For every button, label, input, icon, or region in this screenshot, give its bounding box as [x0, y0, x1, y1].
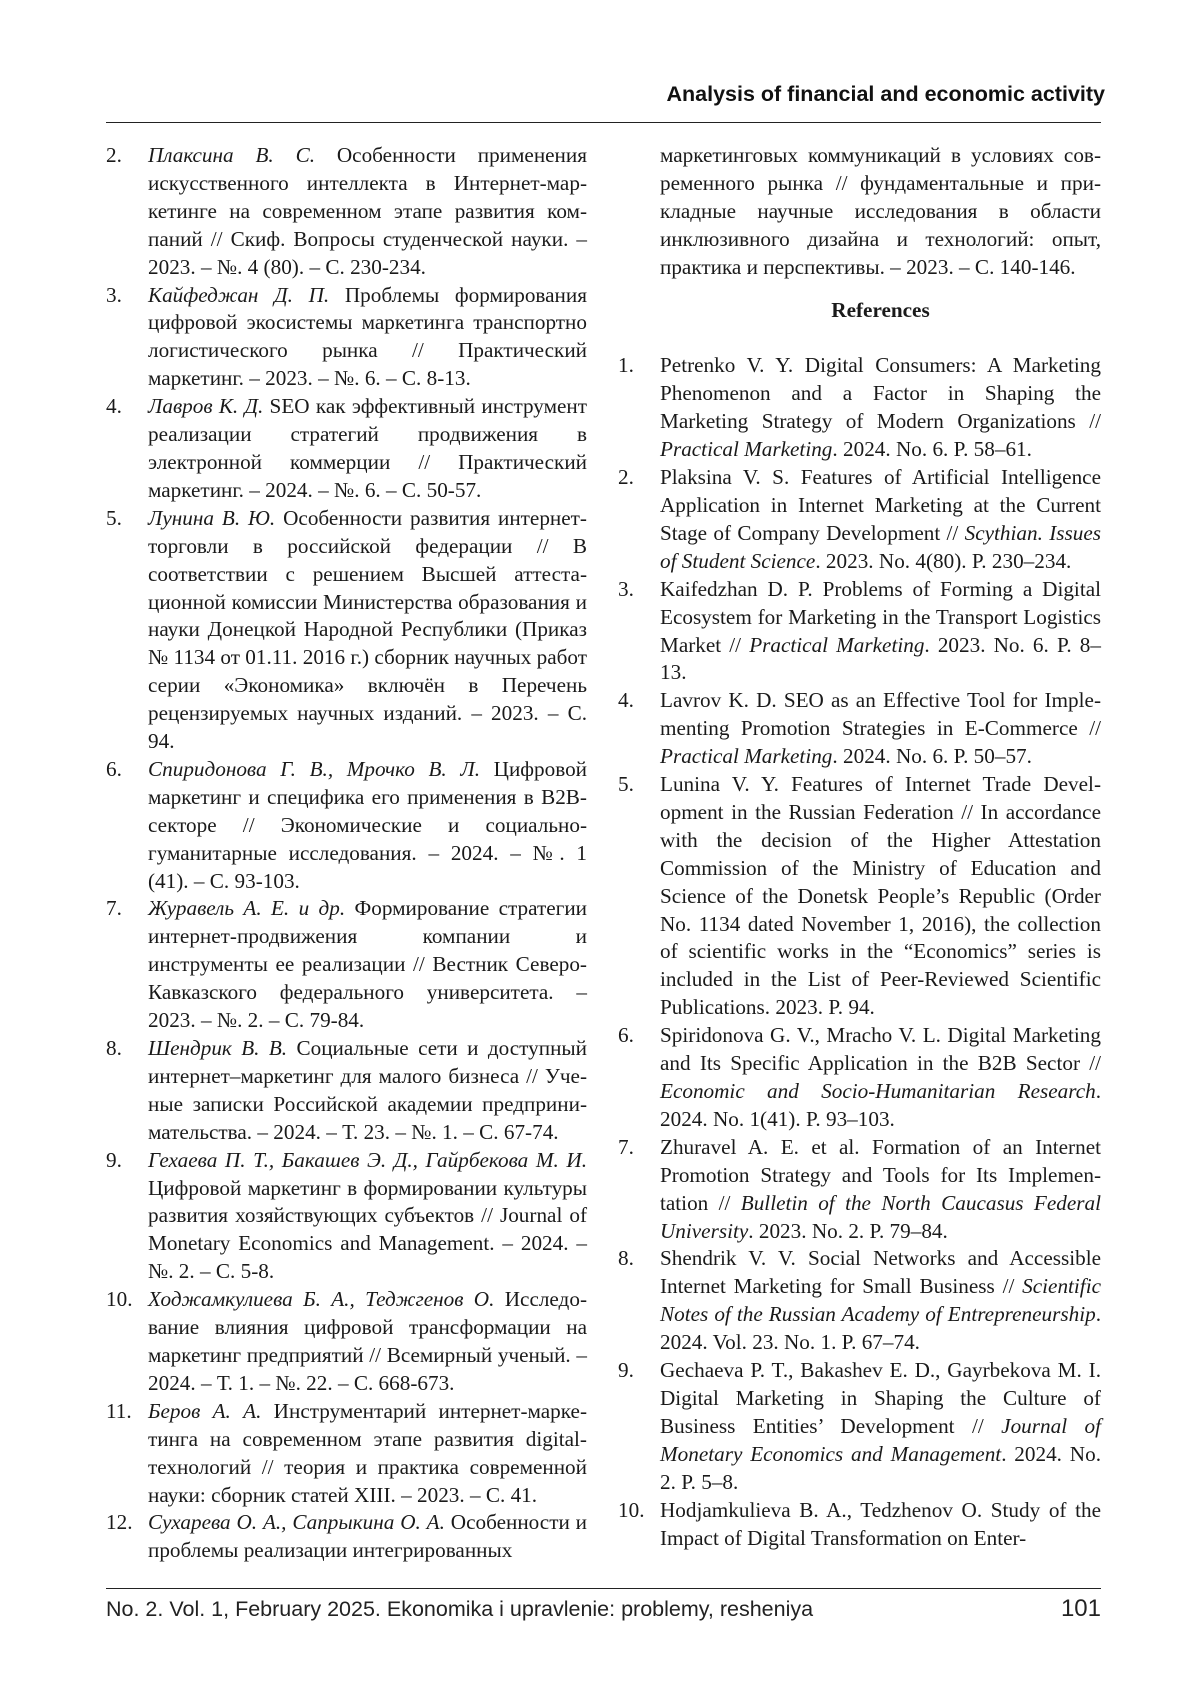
reference-body: Особенности применения искусственного интеллекта в Интернет-маркетинге на современном этапе развития компаний // Скиф. Вопросы студенческой науки. – 2023. – №. 4 (80). – С. 230-234. — [148, 143, 587, 279]
reference-text — [148, 895, 587, 1035]
reference-body: Социальные сети и доступный интернет–маркетинг для малого бизнеса // Ученые записки Российской академии предпринимательства. – 2024. – Т. 23. – №. 1. – С. 67-74. — [148, 1036, 587, 1144]
reference-text — [660, 687, 1101, 771]
reference-authors: Беров А. А. — [148, 1398, 262, 1423]
reference-number: 10. — [106, 1287, 133, 1312]
reference-authors: Ходжамкулиева Б. А., Теджгенов О. — [148, 1287, 495, 1312]
reference-item — [106, 1035, 587, 1147]
continued-reference-12: маркетинговых коммуникаций в условиях современного рынка // фундаментальные и прикладные научные исследования в области инклюзивного дизайна и технологий: опыт, практика и перспективы. – 2023. – С. 140-146. — [660, 143, 1101, 279]
reference-body: Формирование стратегии интернет-продвижения компании и инструменты ее реализации // Вестник Северо-Кавказского федерального университета. – 2023. – №. 2. – С. 79-84. — [148, 896, 587, 1033]
reference-number: 5. — [618, 772, 634, 797]
reference-text — [148, 393, 587, 505]
reference-number: 9. — [106, 1147, 122, 1172]
reference-authors: Журавель А. Е. и др. — [148, 896, 346, 921]
journal-title: Practical Marketing — [660, 744, 833, 769]
reference-text — [660, 1022, 1101, 1134]
reference-body: Проблемы формирования цифровой экосистемы маркетинга транспортно логистического рынка // Практический маркетинг. – 2023. – №. 6. – С. 8-13. — [148, 282, 587, 391]
journal-title: Economic and Socio-Humanitarian Research — [660, 1079, 1096, 1103]
reference-number: 10. — [618, 1497, 645, 1522]
reference-item — [106, 1398, 587, 1510]
english-reference-item — [618, 352, 1101, 464]
reference-segment: . 2024. No. 2. P. 5–8. — [660, 1441, 1101, 1494]
reference-number: 9. — [618, 1358, 634, 1383]
page-number: 101 — [1060, 1595, 1101, 1622]
reference-item — [106, 756, 587, 896]
reference-body: Особенности и проблемы реализации интегрированных — [148, 1510, 588, 1563]
reference-text — [148, 756, 587, 896]
journal-title: Journal of Monetary Economics and Management — [660, 1413, 1101, 1466]
reference-authors: Сухарева О. А., Сапрыкина О. А. — [148, 1510, 445, 1535]
reference-item — [106, 895, 587, 1035]
reference-item — [106, 505, 587, 756]
reference-body: Цифровой маркетинг и специфика его применения в B2B-секторе // Экономические и социально-гуманитарные исследования. – 2024. – №. 1 (41). – С. 93-103. — [148, 756, 587, 893]
reference-number: 12. — [106, 1510, 133, 1535]
footer-rule — [106, 1588, 1101, 1589]
reference-segment: Lavrov K. D. SEO as an Effective Tool for Implementing Promotion Strategies in E-Commerce // — [660, 688, 1101, 741]
reference-segment: Plaksina V. S. Features of Artificial Intelligence Application in Internet Marketing at the Current Stage of Company Development // — [660, 465, 1101, 545]
reference-text — [660, 464, 1101, 576]
reference-authors: Кайфеджан Д. П. — [148, 282, 330, 307]
english-reference-item — [618, 1497, 1101, 1553]
journal-title: Bulletin of the North Caucasus Federal University — [660, 1190, 1101, 1243]
reference-body: Цифровой маркетинг в формировании культуры развития хозяйствующих субъектов // Journal of Monetary Economics and Management. – 2024. – №. 2. – С. 5-8. — [148, 1175, 587, 1284]
reference-segment: . 2024. Vol. 23. No. 1. P. 67–74. — [660, 1302, 1101, 1355]
reference-segment: Zhuravel A. E. et al. Formation of an Internet Promotion Strategy and Tools for Its Implementation // — [660, 1134, 1101, 1215]
reference-number: 8. — [618, 1246, 634, 1271]
reference-number: 5. — [106, 505, 122, 530]
reference-text — [148, 282, 587, 394]
reference-segment: . 2023. No. 2. P. 79–84. — [748, 1218, 948, 1243]
reference-text — [148, 505, 587, 756]
footer-citation: No. 2. Vol. 1, February 2025. Ekonomika i upravlenie: problemy, resheniya — [106, 1597, 814, 1621]
reference-number: 4. — [618, 688, 634, 713]
reference-text — [148, 1147, 587, 1287]
reference-authors: Лавров К. Д. — [148, 394, 264, 419]
reference-authors: Лунина В. Ю. — [148, 505, 276, 530]
reference-segment: . 2023. No. 6. P. 8–13. — [660, 632, 1101, 685]
reference-segment: Shendrik V. V. Social Networks and Accessible Internet Marketing for Small Business // — [660, 1246, 1101, 1299]
reference-number: 1. — [618, 353, 634, 378]
references-heading: References — [831, 297, 930, 322]
reference-number: 3. — [106, 282, 122, 307]
reference-text — [148, 1286, 587, 1398]
reference-segment: Hodjamkulieva B. A., Tedzhenov O. Study of the Impact of Digital Transformation on Enter- — [660, 1497, 1101, 1550]
journal-title: Scientific Notes of the Russian Academy of Entrepreneurship — [660, 1274, 1101, 1327]
reference-item — [106, 393, 587, 505]
reference-segment: Kaifedzhan D. P. Problems of Forming a Digital Ecosystem for Marketing in the Transport Logistics Market // — [660, 576, 1101, 657]
reference-segment: . 2024. No. 1(41). P. 93–103. — [660, 1079, 1101, 1131]
reference-text — [660, 576, 1101, 688]
reference-number: 11. — [106, 1398, 132, 1423]
english-reference-item — [618, 464, 1101, 576]
reference-body: SEO как эффективный инструмент реализации стратегий продвижения в электронной коммерции // Практический маркетинг. – 2024. – №. 6. – С. 50-57. — [148, 394, 588, 502]
reference-number: 6. — [106, 756, 122, 781]
reference-text — [660, 771, 1101, 1022]
reference-number: 7. — [618, 1134, 634, 1159]
journal-title: Practical Marketing — [749, 632, 925, 657]
reference-item — [106, 1286, 587, 1398]
english-reference-item — [618, 1134, 1101, 1246]
reference-item — [106, 1147, 587, 1287]
journal-title: Scythian. Issues of Student Science — [660, 520, 1102, 573]
reference-body: Инструментарий интернет-маркетинга на современном этапе развития digital-технологий // теория и практика современной науки: сборник статей XIII. – 2023. – С. 41. — [148, 1398, 587, 1507]
journal-title: Practical Marketing — [660, 437, 833, 462]
reference-text — [660, 1357, 1101, 1497]
english-reference-item — [618, 687, 1101, 771]
reference-segment: Gechaeva P. T., Bakashev E. D., Gayrbekova M. I. Digital Marketing in Shaping the Culture of Business Entities’ Development // — [660, 1358, 1101, 1438]
reference-segment: . 2023. No. 4(80). P. 230–234. — [815, 548, 1072, 573]
left-column — [106, 142, 587, 1565]
reference-number: 7. — [106, 896, 122, 921]
reference-item — [106, 1509, 587, 1565]
reference-text — [660, 1497, 1101, 1553]
reference-item — [106, 142, 587, 282]
reference-authors: Шендрик В. В. — [148, 1036, 288, 1060]
reference-authors: Плаксина В. С. — [148, 143, 315, 167]
reference-text — [660, 352, 1101, 464]
right-column — [618, 142, 1101, 1552]
reference-body: Исследование влияния цифровой трансформации на маркетинг предприятий // Всемирный ученый. – 2024. – Т. 1. – №. 22. – С. 668-673. — [148, 1287, 587, 1395]
reference-authors: Гехаева П. Т., Бакашев Э. Д., Гайрбекова М. И. — [148, 1147, 587, 1172]
english-reference-item — [618, 576, 1101, 688]
reference-segment: Petrenko V. Y. Digital Consumers: A Marketing Phenomenon and a Factor in Shaping the Marketing Strategy of Modern Organizations // — [660, 353, 1101, 434]
reference-number: 6. — [618, 1023, 634, 1048]
english-reference-item — [618, 771, 1101, 1022]
reference-text — [660, 1245, 1101, 1357]
english-reference-item — [618, 1357, 1101, 1497]
reference-text — [660, 1134, 1101, 1246]
reference-segment: Spiridonova G. V., Mracho V. L. Digital Marketing and Its Specific Application in the B2B Sector // — [660, 1023, 1101, 1076]
running-header-title: Analysis of financial and economic activity — [666, 82, 1105, 106]
reference-text — [148, 1398, 587, 1510]
reference-number: 8. — [106, 1036, 122, 1060]
reference-segment: . 2024. No. 6. P. 50–57. — [832, 744, 1032, 769]
reference-text — [148, 142, 587, 282]
reference-text — [148, 1509, 587, 1565]
reference-authors: Спиридонова Г. В., Мрочко В. Л. — [148, 756, 481, 781]
english-reference-item — [618, 1022, 1101, 1134]
reference-number: 3. — [618, 576, 634, 601]
header-rule — [106, 122, 1101, 123]
reference-segment: Lunina V. Y. Features of Internet Trade Development in the Russian Federation // In accordance with the decision of the Higher Attestation Commission of the Ministry of Education and Science of the Donetsk People’s Republic (Order No. 1134 dated November 1, 2016), the collection of scientific works in the “Economics” series is included in the List of Peer-Reviewed Scientific Publications. 2023. P. 94. — [660, 772, 1101, 1020]
reference-number: 4. — [106, 394, 122, 419]
reference-number: 2. — [618, 465, 634, 490]
reference-segment: . 2024. No. 6. P. 58–61. — [832, 437, 1032, 462]
english-reference-item — [618, 1245, 1101, 1357]
reference-text — [148, 1035, 587, 1147]
reference-number: 2. — [106, 143, 122, 167]
reference-item — [106, 282, 587, 394]
reference-body: Особенности развития интернет-торговли в российской федерации // В соответствии с решением Высшей аттестационной комиссии Министерства образования и науки Донецкой Народной Республики (Приказ № 1134 от 01.11. 2016 г.) сборник научных работ серии «Экономика» включён в Перечень рецензируемых научных изданий. – 2023. – С. 94. — [148, 505, 587, 754]
